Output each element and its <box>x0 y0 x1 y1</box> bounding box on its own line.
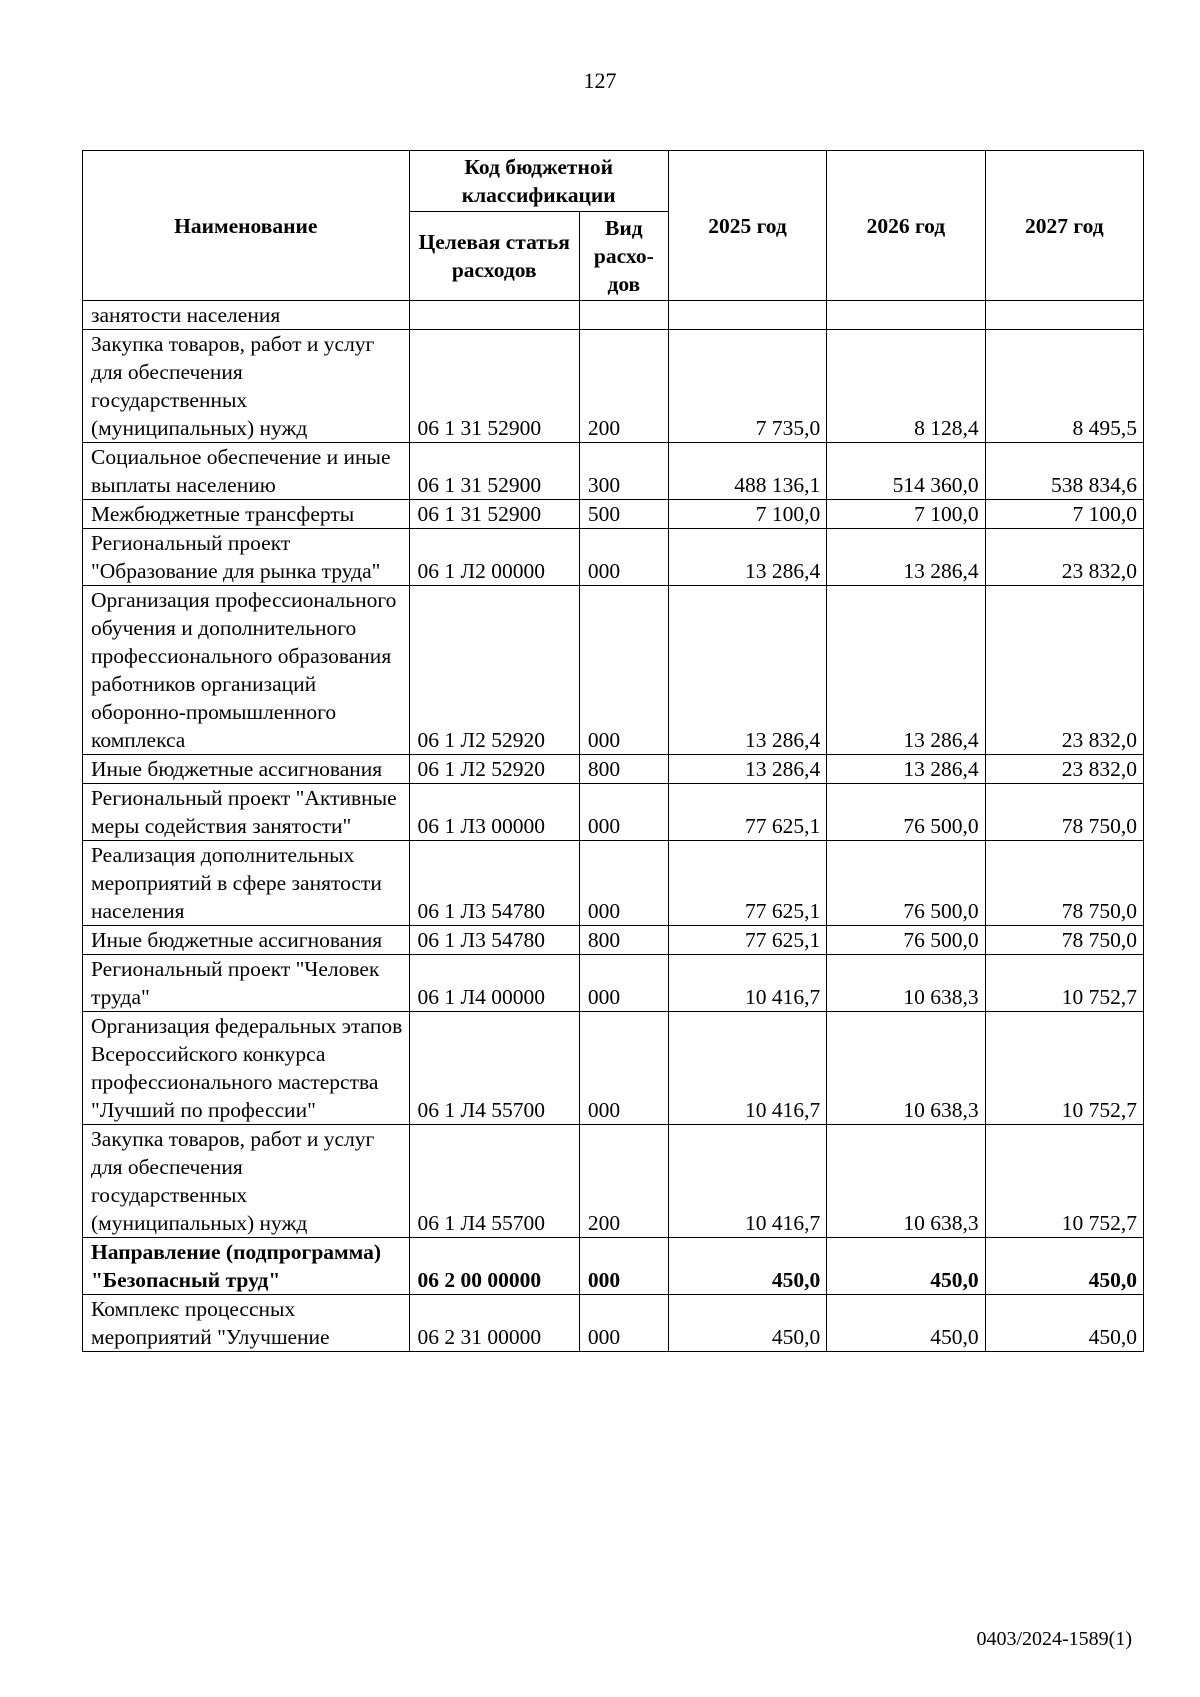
table-row <box>83 1295 1144 1352</box>
cell-expense-type: 000 <box>579 784 668 841</box>
cell-expense-type: 200 <box>579 330 668 443</box>
cell-year-2025: 450,0 <box>668 1295 826 1352</box>
cell-target-article: 06 1 Л4 55700 <box>409 1125 579 1238</box>
table-header <box>83 151 1144 301</box>
budget-table <box>82 150 1144 1352</box>
cell-target-article: 06 1 31 52900 <box>409 330 579 443</box>
cell-year-2027: 78 750,0 <box>985 784 1143 841</box>
header-year-2027: 2027 год <box>985 151 1143 301</box>
cell-name: Комплекс процессных мероприятий "Улучшение <box>83 1295 410 1352</box>
cell-expense-type: 000 <box>579 1012 668 1125</box>
cell-year-2025: 7 735,0 <box>668 330 826 443</box>
cell-year-2026: 450,0 <box>827 1238 985 1295</box>
cell-year-2025: 13 286,4 <box>668 586 826 755</box>
cell-name: Межбюджетные трансферты <box>83 500 410 529</box>
cell-target-article: 06 2 31 00000 <box>409 1295 579 1352</box>
table-row <box>83 841 1144 926</box>
header-year-2025: 2025 год <box>668 151 826 301</box>
header-target-article: Целевая статья расходов <box>409 212 579 301</box>
table-row <box>83 500 1144 529</box>
cell-expense-type: 200 <box>579 1125 668 1238</box>
cell-year-2027: 10 752,7 <box>985 1125 1143 1238</box>
table-row <box>83 755 1144 784</box>
cell-name: занятости населения <box>83 301 410 330</box>
cell-target-article: 06 1 Л3 54780 <box>409 926 579 955</box>
cell-expense-type: 300 <box>579 443 668 500</box>
header-expense-type: Вид расхо-дов <box>579 212 668 301</box>
table-row <box>83 586 1144 755</box>
cell-expense-type: 000 <box>579 841 668 926</box>
cell-year-2025 <box>668 301 826 330</box>
cell-year-2027: 450,0 <box>985 1295 1143 1352</box>
table-body <box>83 301 1144 1352</box>
table-row <box>83 301 1144 330</box>
cell-year-2025: 10 416,7 <box>668 1012 826 1125</box>
table-row <box>83 926 1144 955</box>
cell-year-2025: 13 286,4 <box>668 529 826 586</box>
cell-name: Организация профессионального обучения и дополнительного профессионального образования работников организаций оборонно-промышленного комплекса <box>83 586 410 755</box>
cell-expense-type: 000 <box>579 1238 668 1295</box>
page-number: 127 <box>583 68 617 93</box>
cell-year-2025: 77 625,1 <box>668 784 826 841</box>
cell-year-2025: 13 286,4 <box>668 755 826 784</box>
cell-year-2027 <box>985 301 1143 330</box>
cell-year-2027: 538 834,6 <box>985 443 1143 500</box>
table-row <box>83 955 1144 1012</box>
table-row <box>83 443 1144 500</box>
cell-target-article <box>409 301 579 330</box>
cell-year-2025: 450,0 <box>668 1238 826 1295</box>
cell-year-2026: 450,0 <box>827 1295 985 1352</box>
cell-name: Социальное обеспечение и иные выплаты населению <box>83 443 410 500</box>
cell-year-2026: 76 500,0 <box>827 841 985 926</box>
cell-year-2026: 514 360,0 <box>827 443 985 500</box>
cell-year-2027: 10 752,7 <box>985 1012 1143 1125</box>
cell-year-2025: 488 136,1 <box>668 443 826 500</box>
table-row <box>83 1238 1144 1295</box>
cell-target-article: 06 1 31 52900 <box>409 500 579 529</box>
table-row <box>83 529 1144 586</box>
cell-year-2026: 13 286,4 <box>827 586 985 755</box>
cell-name: Иные бюджетные ассигнования <box>83 755 410 784</box>
cell-name: Региональный проект "Активные меры содействия занятости" <box>83 784 410 841</box>
cell-target-article: 06 1 Л3 54780 <box>409 841 579 926</box>
cell-name: Направление (подпрограмма) "Безопасный труд" <box>83 1238 410 1295</box>
table-row <box>83 784 1144 841</box>
cell-target-article: 06 1 Л4 00000 <box>409 955 579 1012</box>
cell-year-2026: 7 100,0 <box>827 500 985 529</box>
cell-year-2026: 13 286,4 <box>827 529 985 586</box>
cell-expense-type: 800 <box>579 755 668 784</box>
cell-name: Региональный проект "Образование для рынка труда" <box>83 529 410 586</box>
cell-year-2026: 10 638,3 <box>827 1125 985 1238</box>
cell-expense-type: 000 <box>579 529 668 586</box>
cell-target-article: 06 1 Л4 55700 <box>409 1012 579 1125</box>
cell-year-2027: 8 495,5 <box>985 330 1143 443</box>
cell-year-2027: 23 832,0 <box>985 755 1143 784</box>
cell-year-2025: 77 625,1 <box>668 841 826 926</box>
cell-target-article: 06 1 Л2 00000 <box>409 529 579 586</box>
cell-year-2027: 450,0 <box>985 1238 1143 1295</box>
document-id: 0403/2024-1589(1) <box>976 1628 1132 1650</box>
cell-year-2026: 8 128,4 <box>827 330 985 443</box>
cell-year-2026: 10 638,3 <box>827 1012 985 1125</box>
cell-target-article: 06 1 Л2 52920 <box>409 586 579 755</box>
cell-year-2026: 13 286,4 <box>827 755 985 784</box>
cell-name: Реализация дополнительных мероприятий в сфере занятости населения <box>83 841 410 926</box>
cell-name: Иные бюджетные ассигнования <box>83 926 410 955</box>
cell-year-2027: 10 752,7 <box>985 955 1143 1012</box>
cell-expense-type <box>579 301 668 330</box>
cell-year-2025: 10 416,7 <box>668 1125 826 1238</box>
cell-name: Закупка товаров, работ и услуг для обеспечения государственных (муниципальных) нужд <box>83 330 410 443</box>
table-row <box>83 330 1144 443</box>
header-name: Наименование <box>83 151 410 301</box>
cell-name: Закупка товаров, работ и услуг для обеспечения государственных (муниципальных) нужд <box>83 1125 410 1238</box>
cell-year-2025: 77 625,1 <box>668 926 826 955</box>
cell-year-2026: 76 500,0 <box>827 784 985 841</box>
cell-expense-type: 800 <box>579 926 668 955</box>
cell-year-2027: 23 832,0 <box>985 586 1143 755</box>
cell-target-article: 06 1 31 52900 <box>409 443 579 500</box>
cell-year-2027: 78 750,0 <box>985 841 1143 926</box>
cell-year-2027: 23 832,0 <box>985 529 1143 586</box>
table-row <box>83 1125 1144 1238</box>
cell-expense-type: 000 <box>579 1295 668 1352</box>
cell-year-2026: 10 638,3 <box>827 955 985 1012</box>
cell-year-2026: 76 500,0 <box>827 926 985 955</box>
cell-target-article: 06 1 Л3 00000 <box>409 784 579 841</box>
table-row <box>83 1012 1144 1125</box>
header-budget-code: Код бюджетной классификации <box>409 151 668 212</box>
cell-year-2026 <box>827 301 985 330</box>
cell-target-article: 06 1 Л2 52920 <box>409 755 579 784</box>
cell-year-2027: 78 750,0 <box>985 926 1143 955</box>
cell-year-2025: 10 416,7 <box>668 955 826 1012</box>
header-year-2026: 2026 год <box>827 151 985 301</box>
cell-name: Региональный проект "Человек труда" <box>83 955 410 1012</box>
cell-year-2027: 7 100,0 <box>985 500 1143 529</box>
cell-expense-type: 500 <box>579 500 668 529</box>
cell-target-article: 06 2 00 00000 <box>409 1238 579 1295</box>
cell-expense-type: 000 <box>579 586 668 755</box>
cell-name: Организация федеральных этапов Всероссийского конкурса профессионального мастерства "Лучший по профессии" <box>83 1012 410 1125</box>
cell-year-2025: 7 100,0 <box>668 500 826 529</box>
cell-expense-type: 000 <box>579 955 668 1012</box>
